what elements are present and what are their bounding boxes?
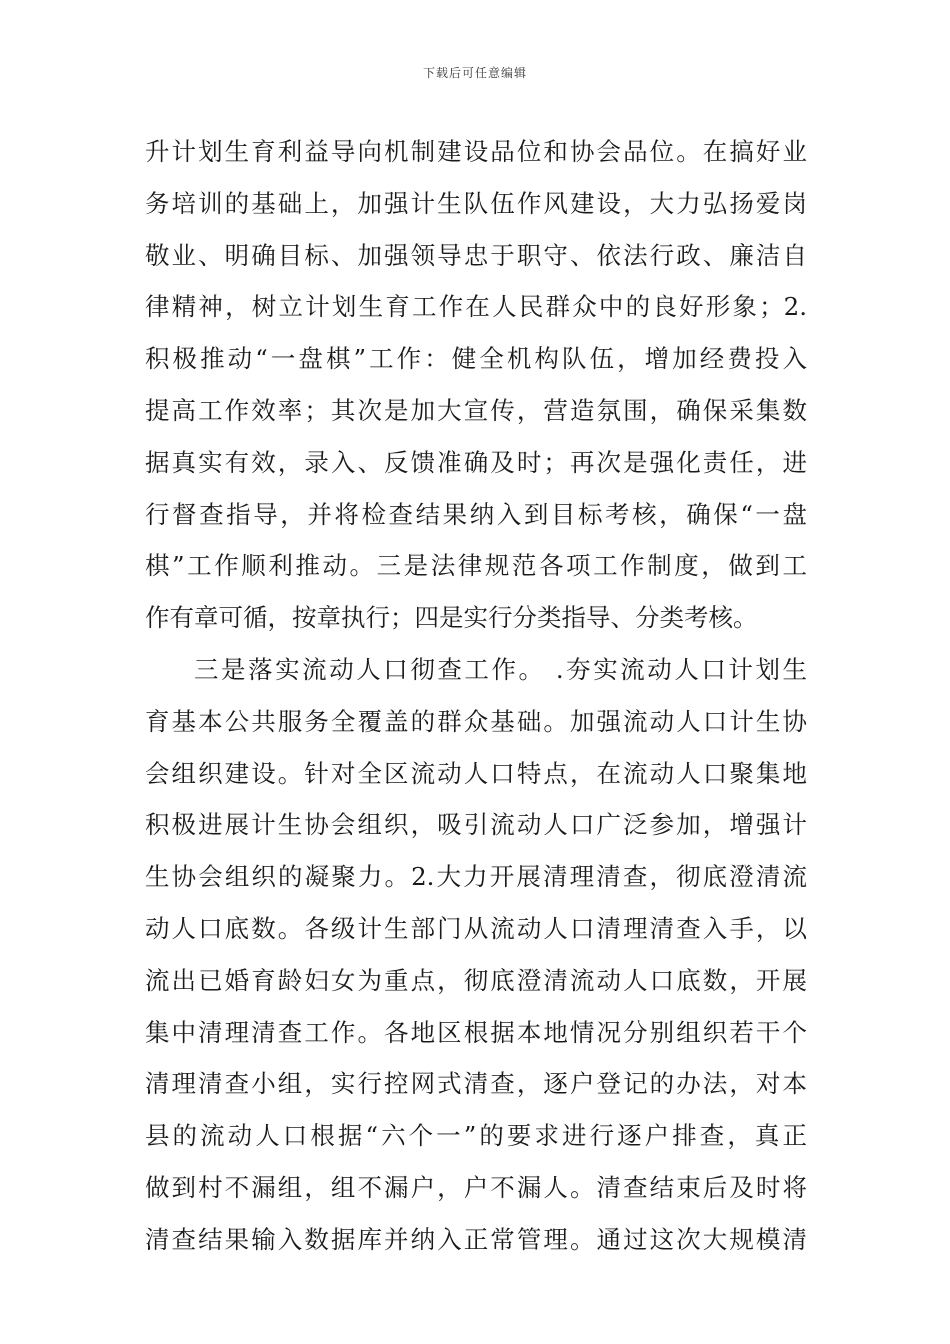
text-line: 务培训的基础上，加强计生队伍作风建设，大力弘扬爱岗 <box>145 188 807 218</box>
text-line: 会组织建设。针对全区流动人口特点，在流动人口聚集地 <box>145 758 807 788</box>
paragraph-2 <box>145 644 807 1266</box>
text-line: 做到村不漏组，组不漏户，户不漏人。清查结束后及时将 <box>145 1172 807 1202</box>
text-line: 集中清理清查工作。各地区根据本地情况分别组织若干个 <box>145 1017 807 1047</box>
document-body <box>145 126 807 1266</box>
paragraph-1 <box>145 126 807 644</box>
text-line: 据真实有效，录入、反馈准确及时；再次是强化责任，进 <box>145 447 807 477</box>
text-line: 律精神，树立计划生育工作在人民群众中的良好形象；2. <box>145 292 807 322</box>
text-line: 流出已婚育龄妇女为重点，彻底澄清流动人口底数，开展 <box>145 965 807 995</box>
text-line: 作有章可循，按章执行；四是实行分类指导、分类考核。 <box>145 603 758 633</box>
text-line: 敬业、明确目标、加强领导忠于职守、依法行政、廉洁自 <box>145 240 807 270</box>
text-line: 三是落实流动人口彻查工作。 .夯实流动人口计划生 <box>194 654 807 684</box>
text-line: 县的流动人口根据“六个一”的要求进行逐户排查，真正 <box>145 1121 807 1151</box>
text-line: 棋”工作顺利推动。三是法律规范各项工作制度，做到工 <box>145 551 807 581</box>
text-line: 提高工作效率；其次是加大宣传，营造氛围，确保采集数 <box>145 395 807 425</box>
page-header: 下载后可任意编辑 <box>422 66 527 80</box>
text-line: 积极推动“一盘棋”工作：健全机构队伍，增加经费投入 <box>145 344 807 374</box>
text-line: 动人口底数。各级计生部门从流动人口清理清查入手，以 <box>145 913 807 943</box>
text-line: 清理清查小组，实行控网式清查，逐户登记的办法，对本 <box>145 1069 807 1099</box>
text-line: 积极进展计生协会组织，吸引流动人口广泛参加，增强计 <box>145 810 807 840</box>
text-line: 育基本公共服务全覆盖的群众基础。加强流动人口计生协 <box>145 706 807 736</box>
text-line: 生协会组织的凝聚力。2.大力开展清理清查，彻底澄清流 <box>145 862 807 892</box>
text-line: 行督查指导，并将检查结果纳入到目标考核，确保“一盘 <box>145 499 807 529</box>
text-line: 清查结果输入数据库并纳入正常管理。通过这次大规模清 <box>145 1224 807 1254</box>
text-line: 升计划生育利益导向机制建设品位和协会品位。在搞好业 <box>145 137 807 166</box>
